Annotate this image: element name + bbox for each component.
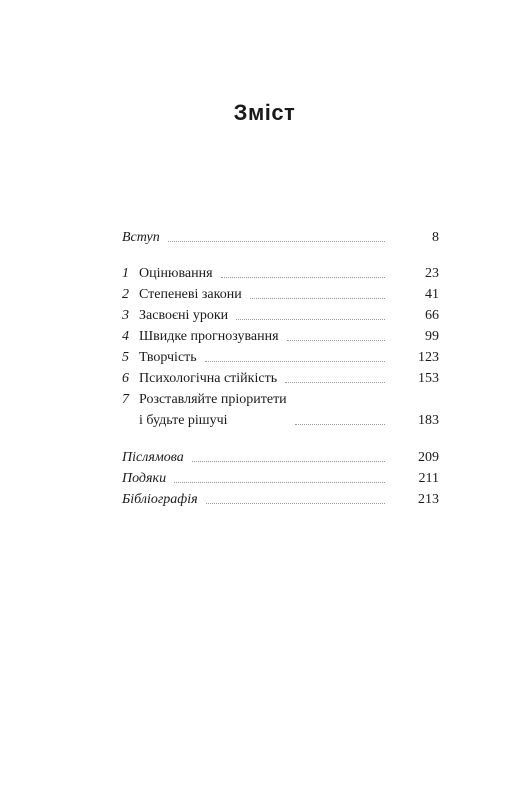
spacer [122,248,439,263]
toc-entry-page: 66 [425,308,439,323]
toc-entry-chapter-4[interactable] [122,326,439,347]
dot-leader [250,297,385,299]
toc-entry-label [139,389,293,431]
toc-entry-label: Психологічна стійкість [139,368,283,389]
chapter-number: 7 [122,392,129,407]
toc-entry-page: 8 [432,230,439,245]
page-title: Зміст [233,100,296,125]
toc-entry-page: 99 [425,329,439,344]
chapter-number: 2 [122,287,129,302]
toc-entry-page: 209 [418,450,439,465]
toc-entry-page: 123 [418,350,439,365]
toc-entry-chapter-7[interactable] [122,389,439,431]
toc-entry-chapter-2[interactable] [122,284,439,305]
dot-leader [168,240,385,242]
dot-leader [236,318,385,320]
toc-entry-label: Творчість [139,347,203,368]
toc-entry-page: 41 [425,287,439,302]
toc-entry-intro[interactable] [122,227,439,248]
toc-entry-chapter-5[interactable] [122,347,439,368]
toc-entry-page: 153 [418,371,439,386]
toc-entry-label: Степеневі закони [139,284,248,305]
toc-entry-label: Вступ [122,227,166,248]
toc-entry-label: Бібліографія [122,489,204,510]
toc-entry-label: Післямова [122,447,190,468]
dot-leader [221,276,385,278]
dot-leader [192,460,385,462]
toc-entry-page: 183 [418,413,439,428]
chapter-number: 5 [122,350,129,365]
toc-entry-bibliography[interactable] [122,489,439,510]
toc-entry-page: 211 [418,471,439,486]
dot-leader [206,502,385,504]
dot-leader [205,360,385,362]
toc-entry-chapter-1[interactable] [122,263,439,284]
chapter-number: 4 [122,329,129,344]
toc-entry-label-line-2: і будьте рішучі [139,413,228,428]
dot-leader [287,339,385,341]
chapter-number: 1 [122,266,129,281]
toc-entry-label: Подяки [122,468,172,489]
toc-entry-chapter-6[interactable] [122,368,439,389]
dot-leader [295,423,385,425]
toc-entry-acknowledgements[interactable] [122,468,439,489]
toc-entry-page: 213 [418,492,439,507]
spacer [122,431,439,447]
toc-entry-label-line-1: Розставляйте пріоритети [139,392,287,407]
dot-leader [174,481,385,483]
toc-entry-page: 23 [425,266,439,281]
dot-leader [285,381,385,383]
chapter-number: 3 [122,308,129,323]
toc-entry-label: Швидке прогнозування [139,326,285,347]
chapter-number: 6 [122,371,129,386]
table-of-contents [122,227,439,510]
toc-entry-afterword[interactable] [122,447,439,468]
toc-entry-label: Засвоєні уроки [139,305,234,326]
toc-entry-label: Оцінювання [139,263,219,284]
toc-entry-chapter-3[interactable] [122,305,439,326]
